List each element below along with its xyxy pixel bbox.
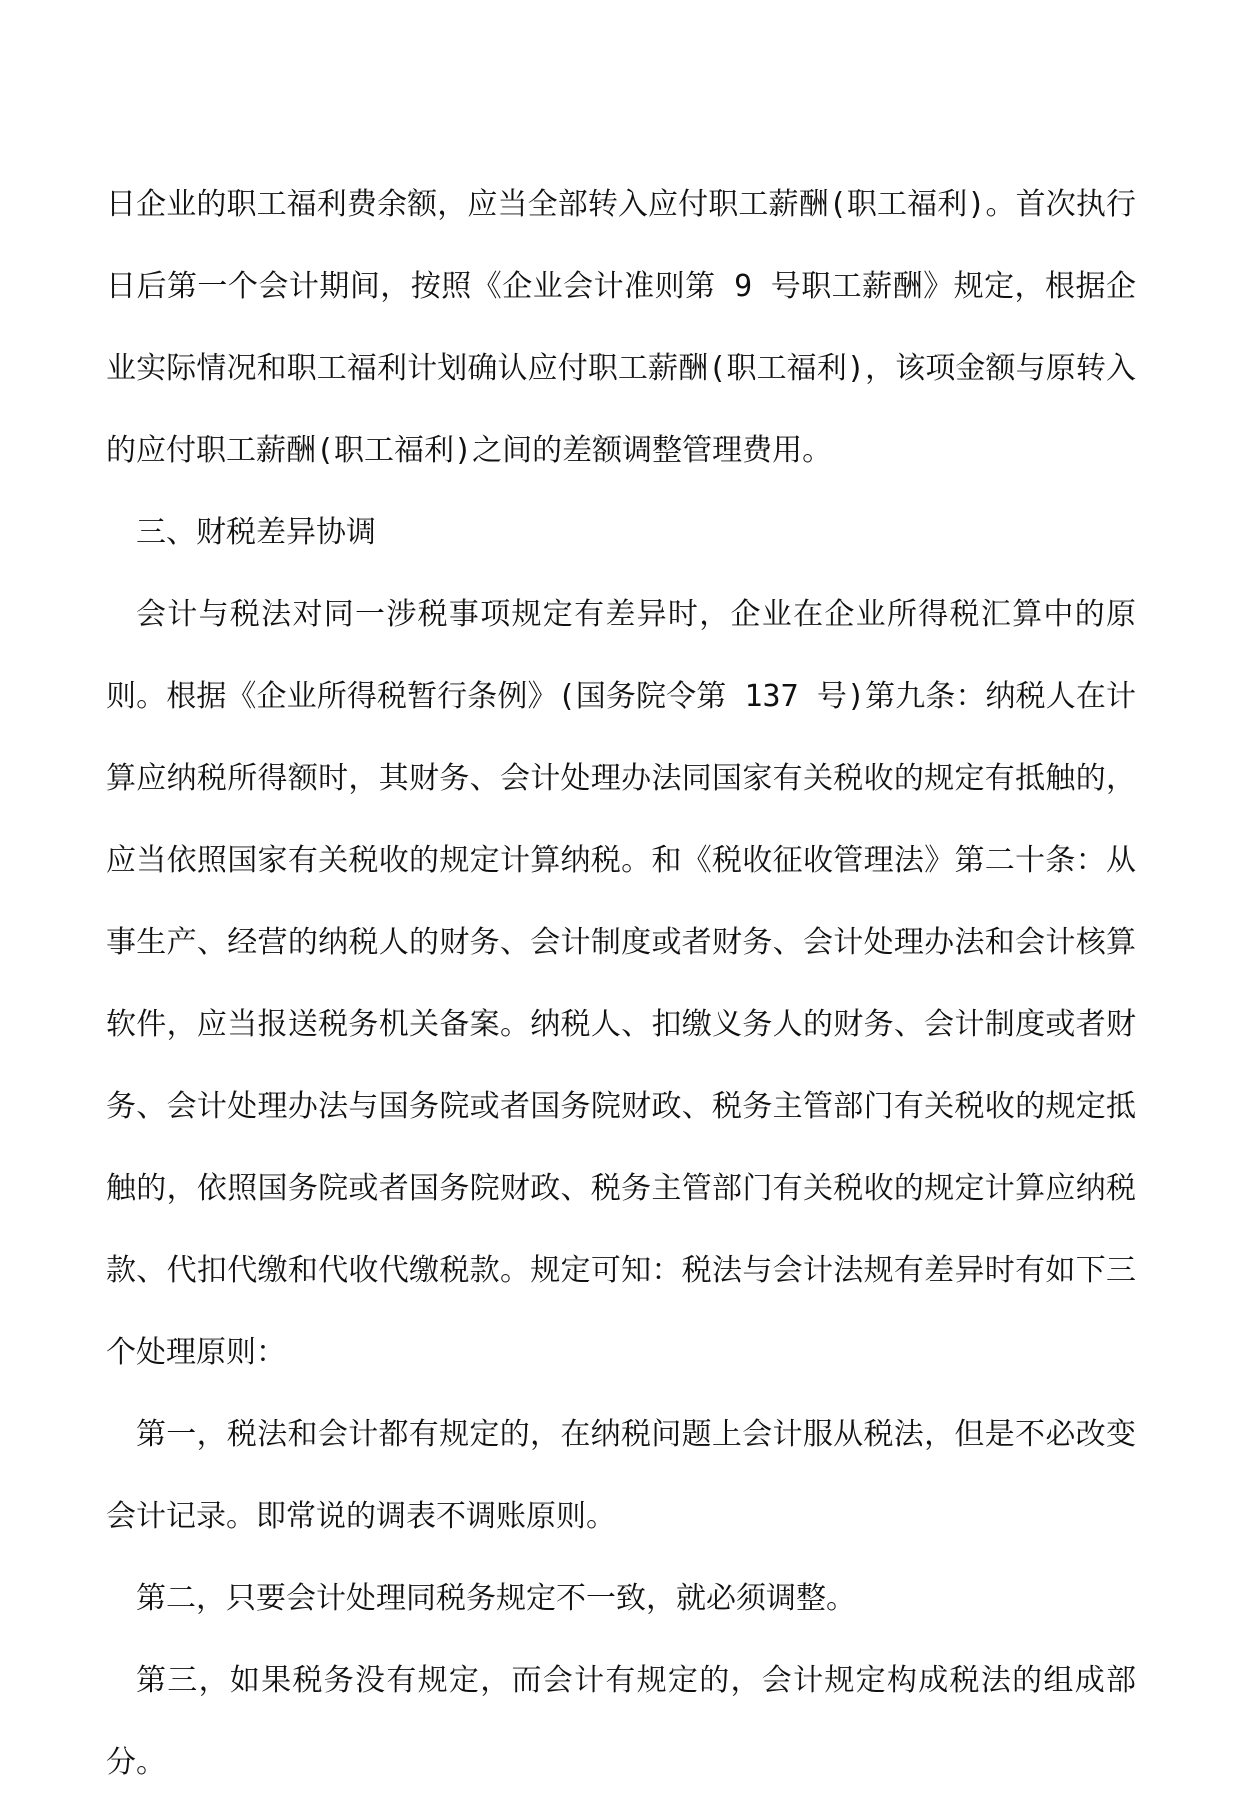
paragraph-principle-two: 第二，只要会计处理同税务规定不一致，就必须调整。: [136, 1581, 856, 1616]
paragraph-principle-one: 第一，税法和会计都有规定的，在纳税问题上会计服从税法，但是不必改变会计记录。即常说的调表不调账原则。: [106, 1417, 1136, 1534]
paragraph-tax-principles: 会计与税法对同一涉税事项规定有差异时，企业在企业所得税汇算中的原则。根据《企业所得税暂行条例》(国务院令第 137 号)第九条：纳税人在计算应纳税所得额时，其财务、会计处理办法同国家有关税收的规定有抵触的，应当依照国家有关税收的规定计算纳税。和《税收征收管理法》第二十条：从事生产、经营的纳税人的财务、会计制度或者财务、会计处理办法和会计核算软件，应当报送税务机关备案。纳税人、扣缴义务人的财务、会计制度或者财务、会计处理办法与国务院或者国务院财政、税务主管部门有关税收的规定抵触的，依照国务院或者国务院财政、税务主管部门有关税收的规定计算应纳税款、代扣代缴和代收代缴税款。规定可知：税法与会计法规有差异时有如下三个处理原则：: [106, 597, 1136, 1370]
paragraph-welfare-transfer: 日企业的职工福利费余额，应当全部转入应付职工薪酬(职工福利)。首次执行日后第一个会计期间，按照《企业会计准则第 9 号职工薪酬》规定，根据企业实际情况和职工福利计划确认应付职工薪酬(职工福利)，该项金额与原转入的应付职工薪酬(职工福利)之间的差额调整管理费用。: [106, 187, 1136, 468]
paragraph-principle-three: 第三，如果税务没有规定，而会计有规定的，会计规定构成税法的组成部分。: [106, 1663, 1136, 1780]
section-heading-tax-differences: 三、财税差异协调: [136, 515, 376, 550]
document-body: [106, 164, 1136, 1804]
